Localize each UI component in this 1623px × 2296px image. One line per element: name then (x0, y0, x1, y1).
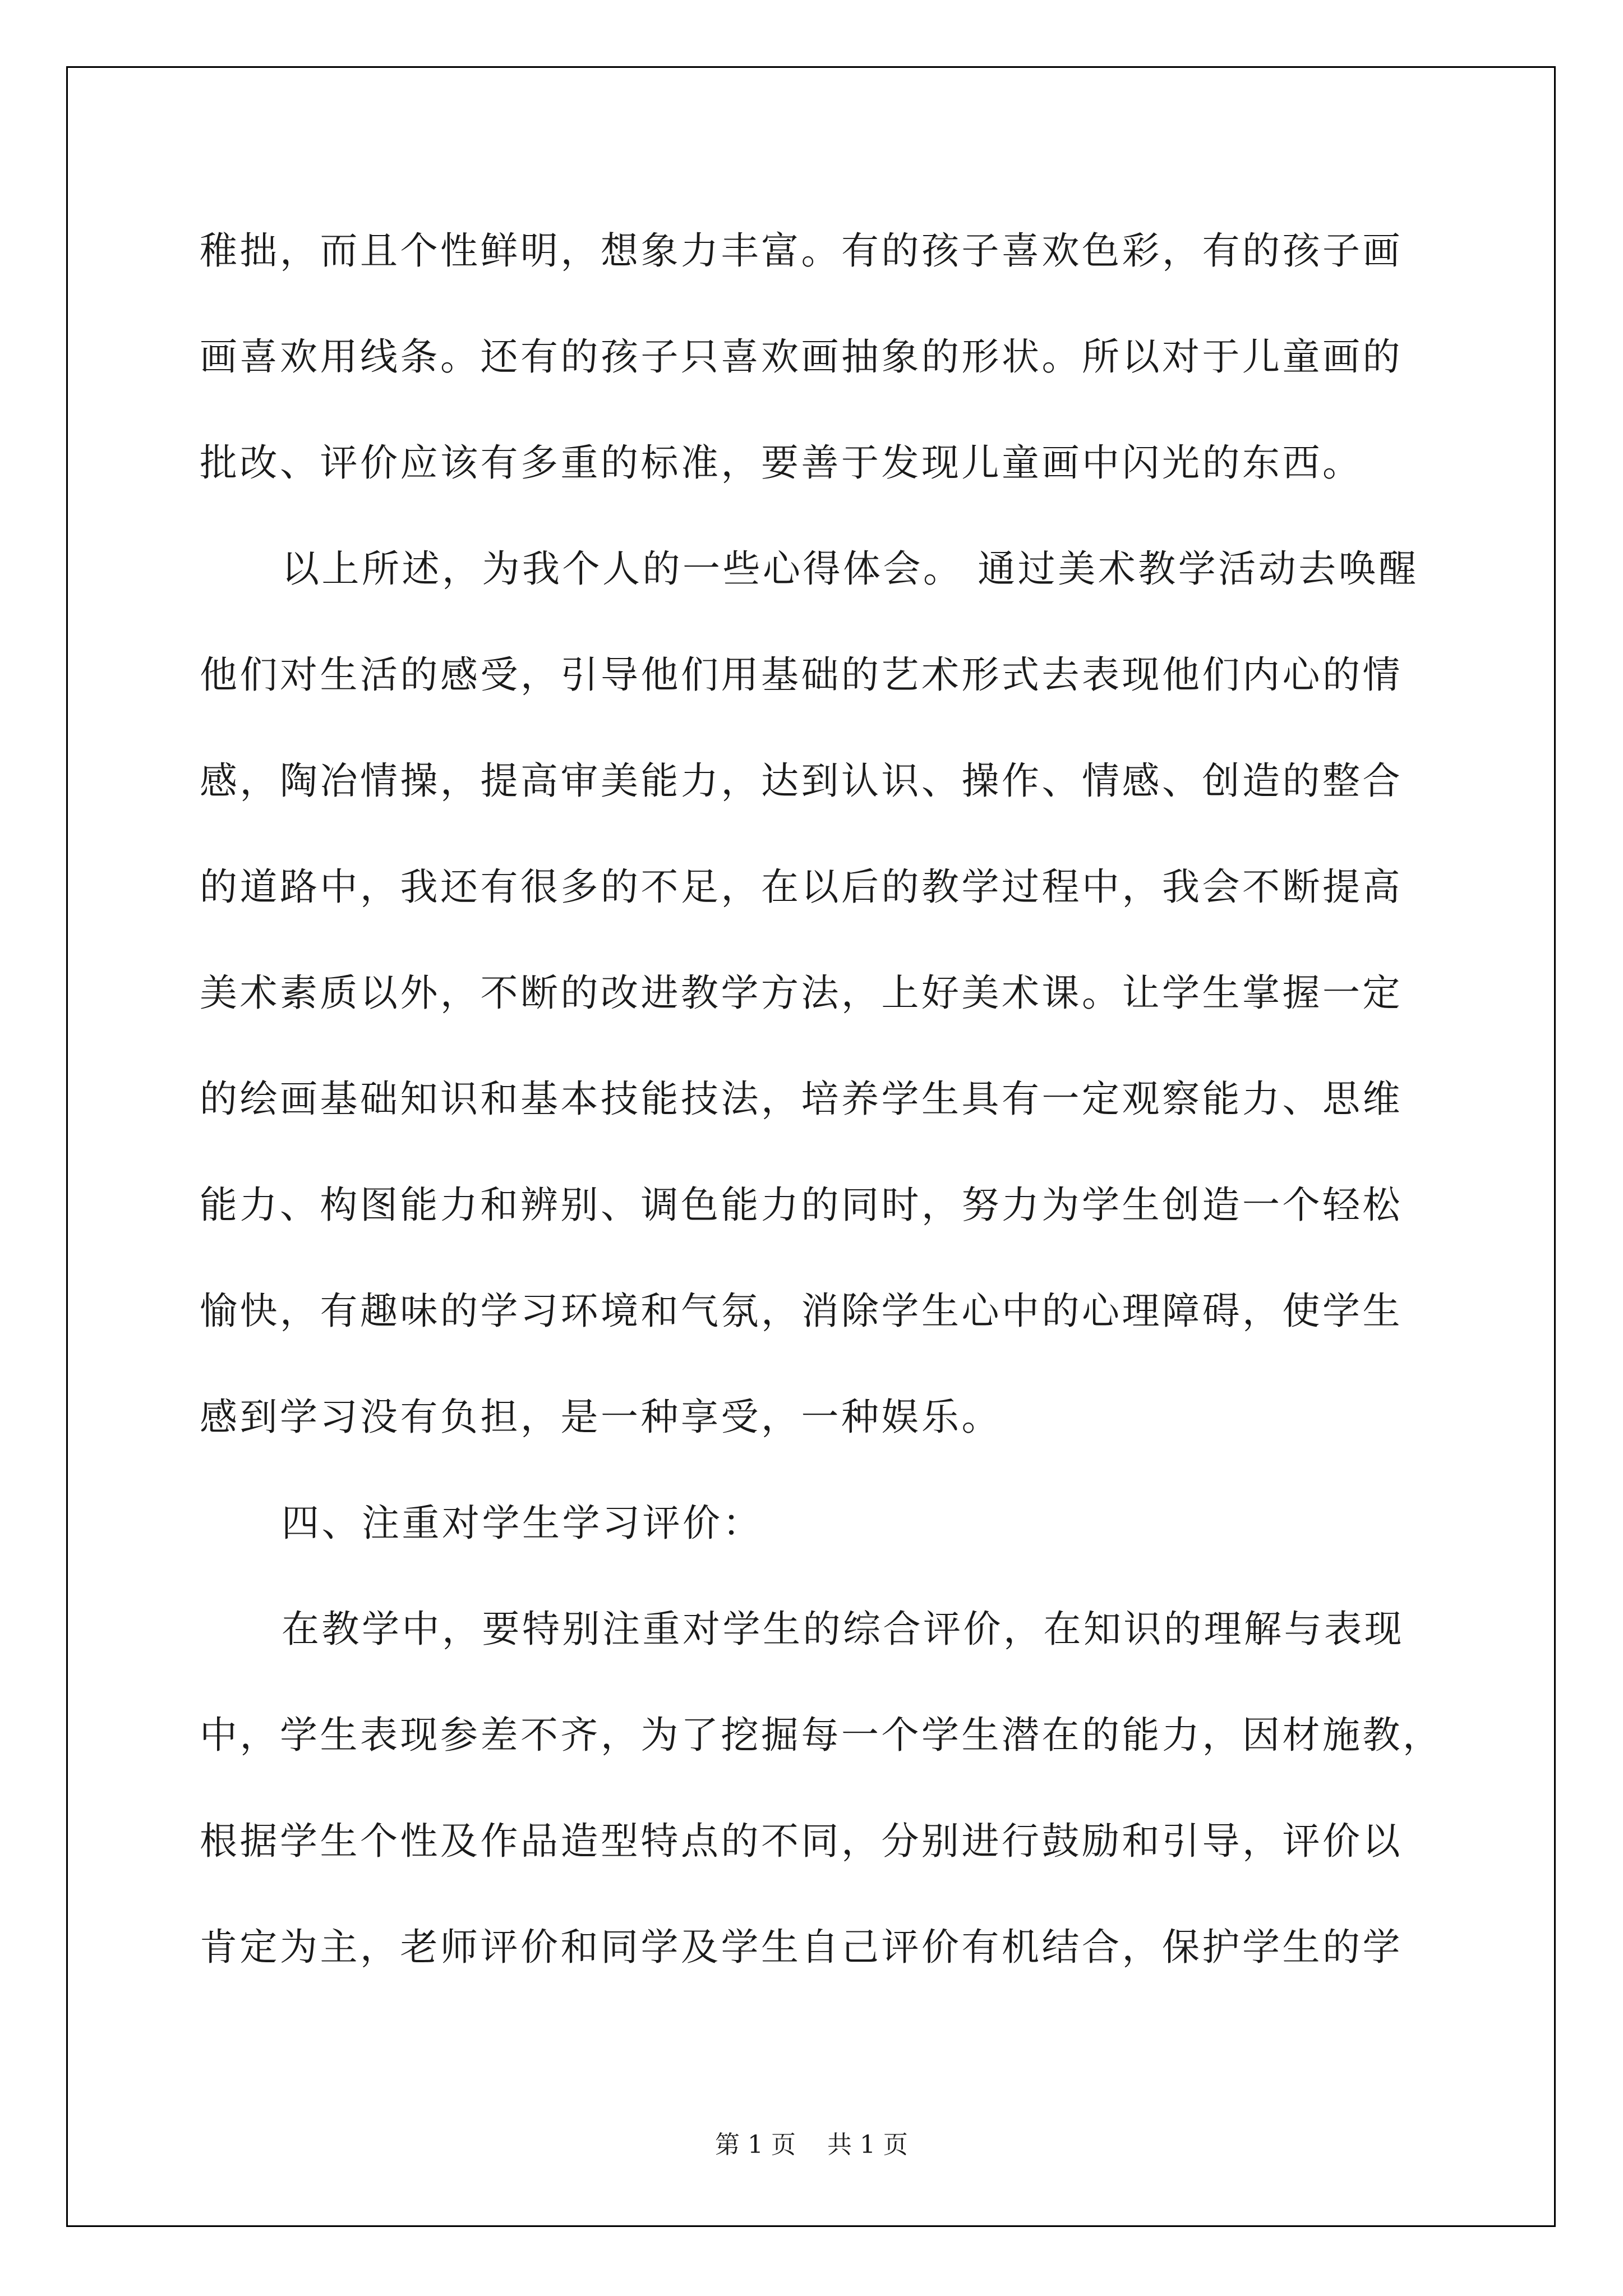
text-line: 的道路中，我还有很多的不足，在以后的教学过程中，我会不断提高 (200, 865, 1403, 909)
text-line: 根据学生个性及作品造型特点的不同，分别进行鼓励和引导，评价以 (200, 1819, 1403, 1863)
text-line: 感到学习没有负担，是一种享受，一种娱乐。 (200, 1395, 1002, 1439)
page-footer: 第 1 页 共 1 页 (715, 2131, 908, 2159)
text-line: 中，学生表现参差不齐，为了挖掘每一个学生潜在的能力，因材施教， (200, 1713, 1443, 1757)
text-line: 肯定为主，老师评价和同学及学生自己评价有机结合，保护学生的学 (200, 1925, 1403, 1969)
text-line: 感，陶冶情操，提高审美能力，达到认识、操作、情感、创造的整合 (200, 759, 1403, 803)
text-line: 美术素质以外，不断的改进教学方法，上好美术课。让学生掌握一定 (200, 971, 1403, 1015)
text-line: 他们对生活的感受，引导他们用基础的艺术形式去表现他们内心的情 (200, 653, 1403, 697)
text-line: 以上所述，为我个人的一些心得体会。 通过美术教学活动去唤醒 (282, 547, 1419, 591)
page-border (66, 66, 1556, 2227)
text-line: 的绘画基础知识和基本技能技法，培养学生具有一定观察能力、思维 (200, 1077, 1403, 1121)
text-line: 能力、构图能力和辨别、调色能力的同时，努力为学生创造一个轻松 (200, 1183, 1403, 1227)
text-line: 在教学中，要特别注重对学生的综合评价，在知识的理解与表现 (282, 1607, 1404, 1651)
text-line: 愉快，有趣味的学习环境和气氛，消除学生心中的心理障碍，使学生 (200, 1289, 1403, 1333)
text-line: 画喜欢用线条。还有的孩子只喜欢画抽象的形状。所以对于儿童画的 (200, 335, 1403, 379)
text-line: 批改、评价应该有多重的标准，要善于发现儿童画中闪光的东西。 (200, 441, 1363, 485)
section-heading: 四、注重对学生学习评价： (282, 1501, 763, 1545)
text-line: 稚拙，而且个性鲜明，想象力丰富。有的孩子喜欢色彩，有的孩子画 (200, 229, 1403, 273)
